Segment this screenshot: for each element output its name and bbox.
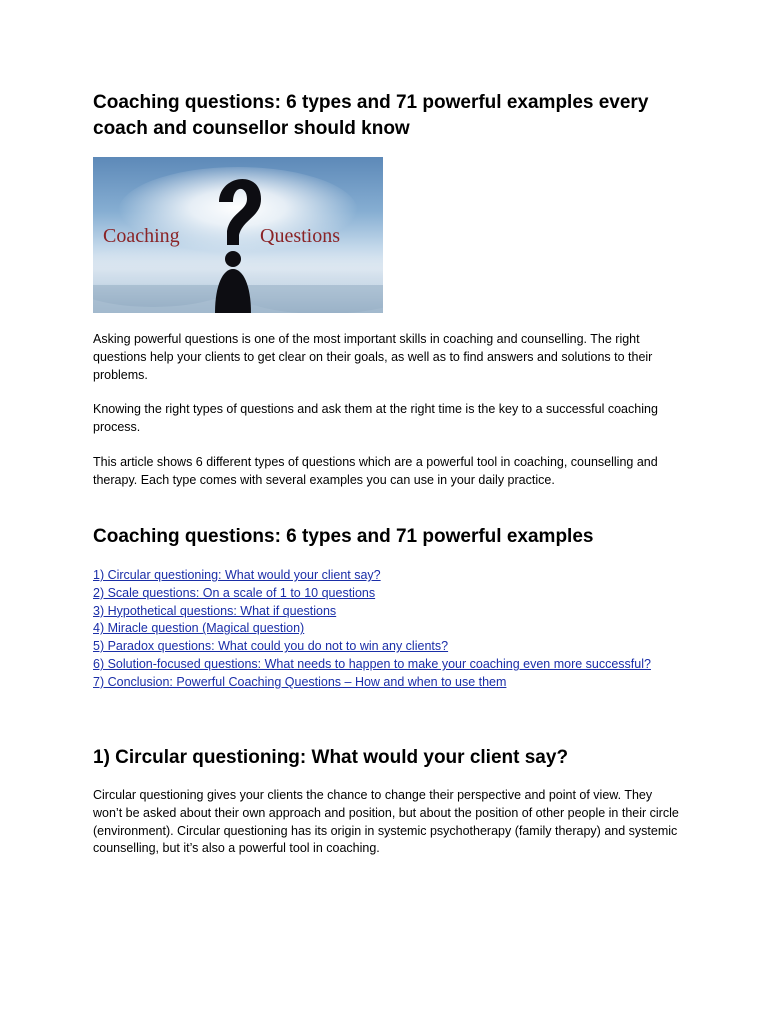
- section-1-paragraph: Circular questioning gives your clients the chance to change their perspective and point of view. They won’t be asked about their own approach and position, but about the position of other people in their circle (environment). Circular questioning has its origin in systemic psychotherapy (family therapy) and systemic counselling, but it’s also a powerful tool in coaching.: [93, 788, 679, 856]
- table-of-contents: [93, 567, 683, 692]
- coaching-questions-image: [93, 157, 383, 313]
- article-title: Coaching questions: 6 types and 71 powerful examples every coach and counsellor should know: [93, 92, 649, 139]
- toc-link-hypothetical[interactable]: 3) Hypothetical questions: What if questions: [93, 603, 337, 618]
- hero-word-questions: Questions: [260, 225, 340, 247]
- toc-link-paradox[interactable]: 5) Paradox questions: What could you do not to win any clients?: [93, 639, 449, 654]
- toc-item: [93, 656, 683, 674]
- toc-link-scale[interactable]: 2) Scale questions: On a scale of 1 to 10 questions: [93, 585, 376, 600]
- section-1-heading: 1) Circular questioning: What would your client say?: [93, 747, 569, 768]
- toc-item: [93, 603, 683, 621]
- toc-item: [93, 585, 683, 603]
- hero-word-coaching: Coaching: [103, 225, 180, 247]
- toc-heading: Coaching questions: 6 types and 71 powerful examples: [93, 526, 594, 547]
- toc-link-solution-focused[interactable]: 6) Solution-focused questions: What needs to happen to make your coaching even more successful?: [93, 656, 651, 671]
- toc-item: [93, 638, 683, 656]
- toc-item: [93, 674, 683, 692]
- toc-item: [93, 567, 683, 585]
- intro-paragraph-1: Asking powerful questions is one of the most important skills in coaching and counselling. The right questions help your clients to get clear on their goals, as well as to find answers and solutions to their problems.: [93, 332, 653, 382]
- toc-item: [93, 620, 683, 638]
- toc-link-circular[interactable]: 1) Circular questioning: What would your client say?: [93, 568, 381, 582]
- toc-link-miracle[interactable]: 4) Miracle question (Magical question): [93, 621, 305, 636]
- intro-paragraph-2: Knowing the right types of questions and ask them at the right time is the key to a successful coaching process.: [93, 402, 658, 434]
- toc-link-conclusion[interactable]: 7) Conclusion: Powerful Coaching Questions – How and when to use them: [93, 674, 507, 689]
- intro-paragraph-3: This article shows 6 different types of questions which are a powerful tool in coaching, counselling and therapy. Each type comes with several examples you can use in your daily practice.: [93, 455, 658, 487]
